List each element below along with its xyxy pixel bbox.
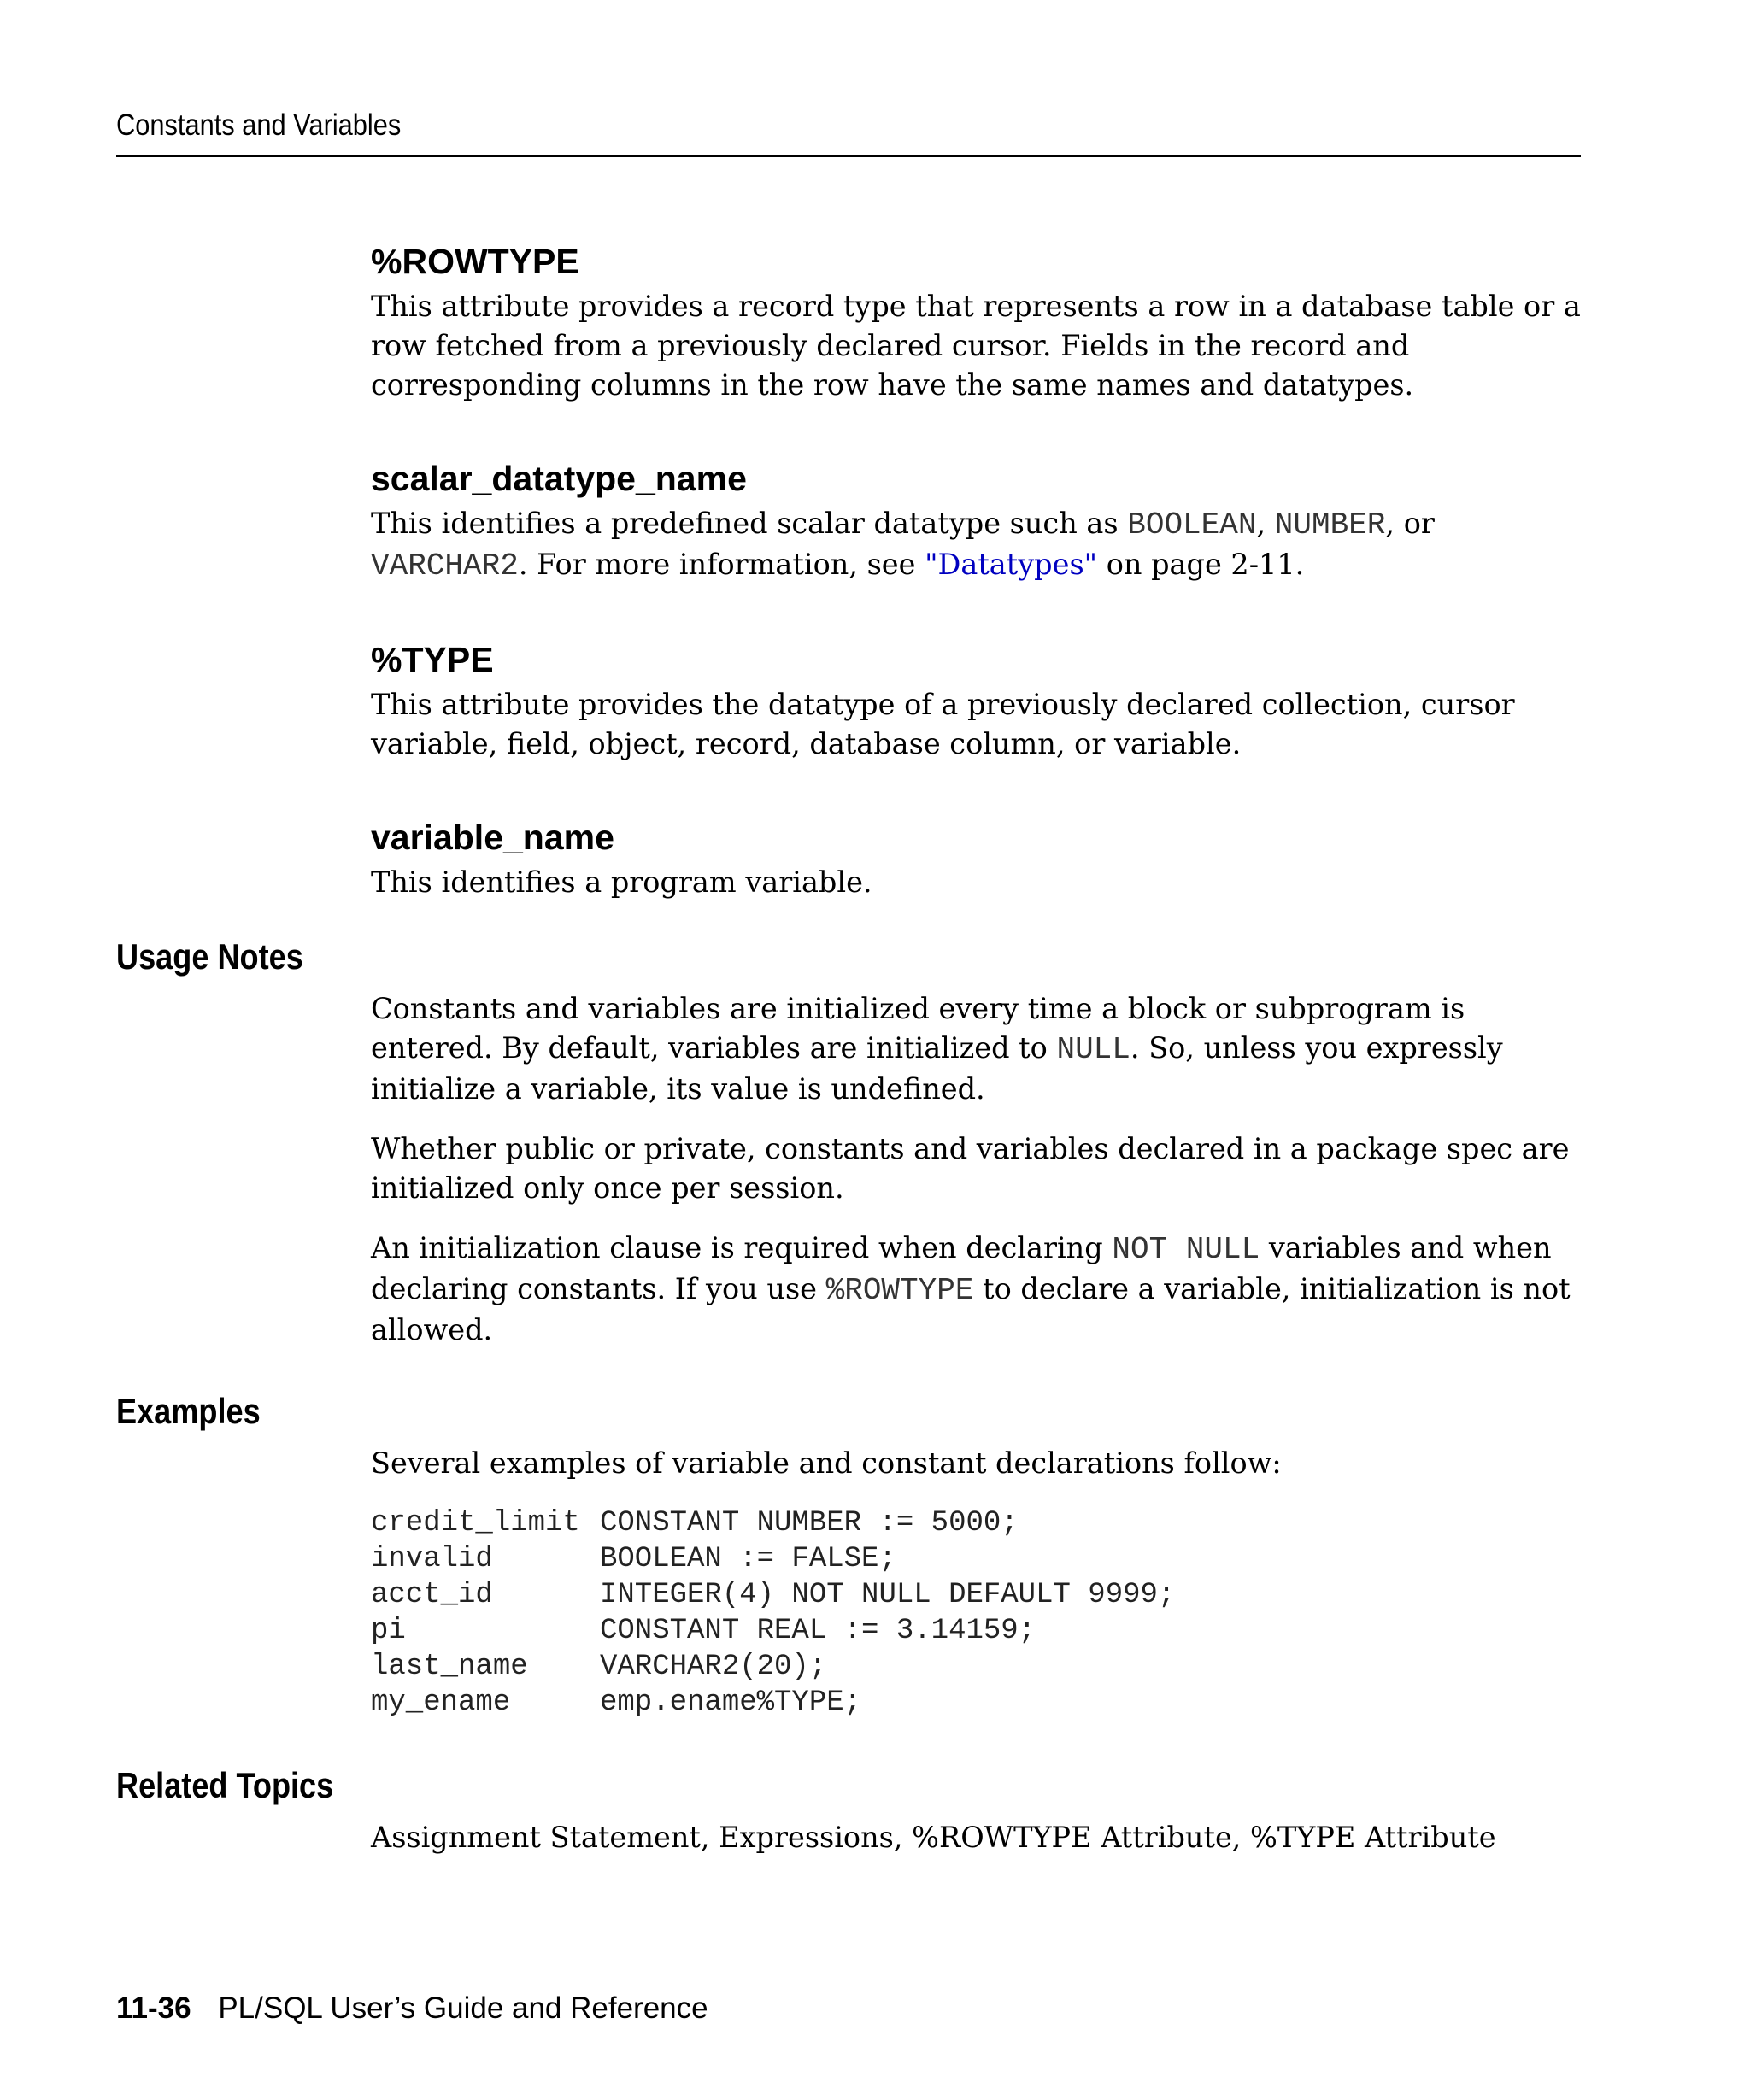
header-rule bbox=[116, 155, 1581, 157]
usage-notes-body bbox=[371, 989, 1584, 1370]
text-run: variables and when declaring constants. If you use bbox=[371, 1231, 1552, 1305]
code-line bbox=[371, 1613, 1584, 1649]
running-head: Constants and Variables bbox=[116, 109, 402, 142]
parameter-type bbox=[371, 637, 1584, 764]
code-declaration: emp.ename%TYPE; bbox=[600, 1686, 862, 1719]
parameter-scalar-datatype-name bbox=[371, 456, 1584, 586]
code-declaration: VARCHAR2(20); bbox=[600, 1651, 827, 1683]
code-line bbox=[371, 1577, 1584, 1613]
code-declaration: CONSTANT REAL := 3.14159; bbox=[600, 1615, 1036, 1647]
text-run: Whether public or private, constants and variables declared in a package spec are initialized only once per session. bbox=[371, 1132, 1570, 1205]
code-identifier: last_name bbox=[371, 1651, 528, 1683]
parameter-description bbox=[371, 504, 1584, 586]
code-line bbox=[371, 1685, 1584, 1721]
related-topics-body bbox=[371, 1818, 1584, 1878]
inline-code: NUMBER bbox=[1274, 507, 1386, 543]
examples-body bbox=[371, 1444, 1584, 1721]
inline-code: %ROWTYPE bbox=[825, 1273, 974, 1308]
parameter-term: variable_name bbox=[371, 818, 614, 857]
text-run: Constants and variables are initialized every time a block or subprogram is entered. By default, variables are initialized to bbox=[371, 992, 1465, 1065]
parameter-variable-name bbox=[371, 815, 1584, 902]
inline-code: NOT NULL bbox=[1112, 1232, 1260, 1267]
code-identifier: pi bbox=[371, 1615, 406, 1647]
parameter-term: scalar_datatype_name bbox=[371, 459, 747, 498]
text-run: , or bbox=[1385, 507, 1435, 540]
text-run: . For more information, see bbox=[518, 548, 925, 581]
related-topics-list: Assignment Statement, Expressions, %ROWTYPE Attribute, %TYPE Attribute bbox=[371, 1821, 1496, 1854]
code-declaration: CONSTANT NUMBER := 5000; bbox=[600, 1507, 1019, 1540]
examples-heading: Examples bbox=[116, 1391, 261, 1431]
parameter-list bbox=[371, 239, 1584, 902]
text-run: This identifies a predefined scalar datatype such as bbox=[371, 507, 1128, 540]
code-identifier: acct_id bbox=[371, 1579, 493, 1611]
usage-notes-heading: Usage Notes bbox=[116, 936, 303, 977]
parameter-term: %TYPE bbox=[371, 640, 494, 679]
cross-reference-link[interactable]: "Datatypes" bbox=[925, 548, 1098, 581]
parameter-description bbox=[371, 685, 1584, 764]
code-declaration: BOOLEAN := FALSE; bbox=[600, 1543, 896, 1575]
inline-code: VARCHAR2 bbox=[371, 548, 519, 584]
inline-code: NULL bbox=[1056, 1032, 1130, 1067]
code-identifier: my_ename bbox=[371, 1686, 511, 1719]
parameter-rowtype bbox=[371, 239, 1584, 405]
code-line bbox=[371, 1505, 1584, 1541]
text-run: , bbox=[1256, 507, 1275, 540]
usage-note-paragraph bbox=[371, 989, 1584, 1109]
text-run: to declare a variable, initialization is not allowed. bbox=[371, 1272, 1571, 1346]
code-line bbox=[371, 1541, 1584, 1577]
parameter-description bbox=[371, 287, 1584, 405]
examples-intro: Several examples of variable and constant declarations follow: bbox=[371, 1446, 1282, 1480]
page-footer bbox=[116, 1989, 708, 2028]
related-topics-heading: Related Topics bbox=[116, 1765, 334, 1805]
code-identifier: invalid bbox=[371, 1543, 493, 1575]
parameter-description bbox=[371, 863, 1584, 902]
parameter-term: %ROWTYPE bbox=[371, 242, 579, 281]
text-run: An initialization clause is required when declaring bbox=[371, 1231, 1113, 1264]
text-run: This attribute provides the datatype of a previously declared collection, cursor variable, field, object, record, database column, or variable. bbox=[371, 688, 1515, 760]
code-line bbox=[371, 1649, 1584, 1685]
text-run: This attribute provides a record type that represents a row in a database table or a row fetched from a previously declared cursor. Fields in the record and corresponding columns in the row have the same names and datatypes. bbox=[371, 290, 1581, 402]
book-title: PL/SQL User’s Guide and Reference bbox=[218, 1991, 708, 2025]
code-example bbox=[371, 1505, 1584, 1721]
text-run: on page 2-11. bbox=[1097, 548, 1305, 581]
code-declaration: INTEGER(4) NOT NULL DEFAULT 9999; bbox=[600, 1579, 1176, 1611]
usage-note-paragraph bbox=[371, 1129, 1584, 1208]
page-number: 11-36 bbox=[116, 1991, 191, 2025]
inline-code: BOOLEAN bbox=[1127, 507, 1257, 543]
text-run: This identifies a program variable. bbox=[371, 865, 872, 899]
code-identifier: credit_limit bbox=[371, 1507, 580, 1540]
usage-note-paragraph bbox=[371, 1229, 1584, 1350]
text-run: . So, unless you expressly initialize a variable, its value is undefined. bbox=[371, 1031, 1503, 1106]
